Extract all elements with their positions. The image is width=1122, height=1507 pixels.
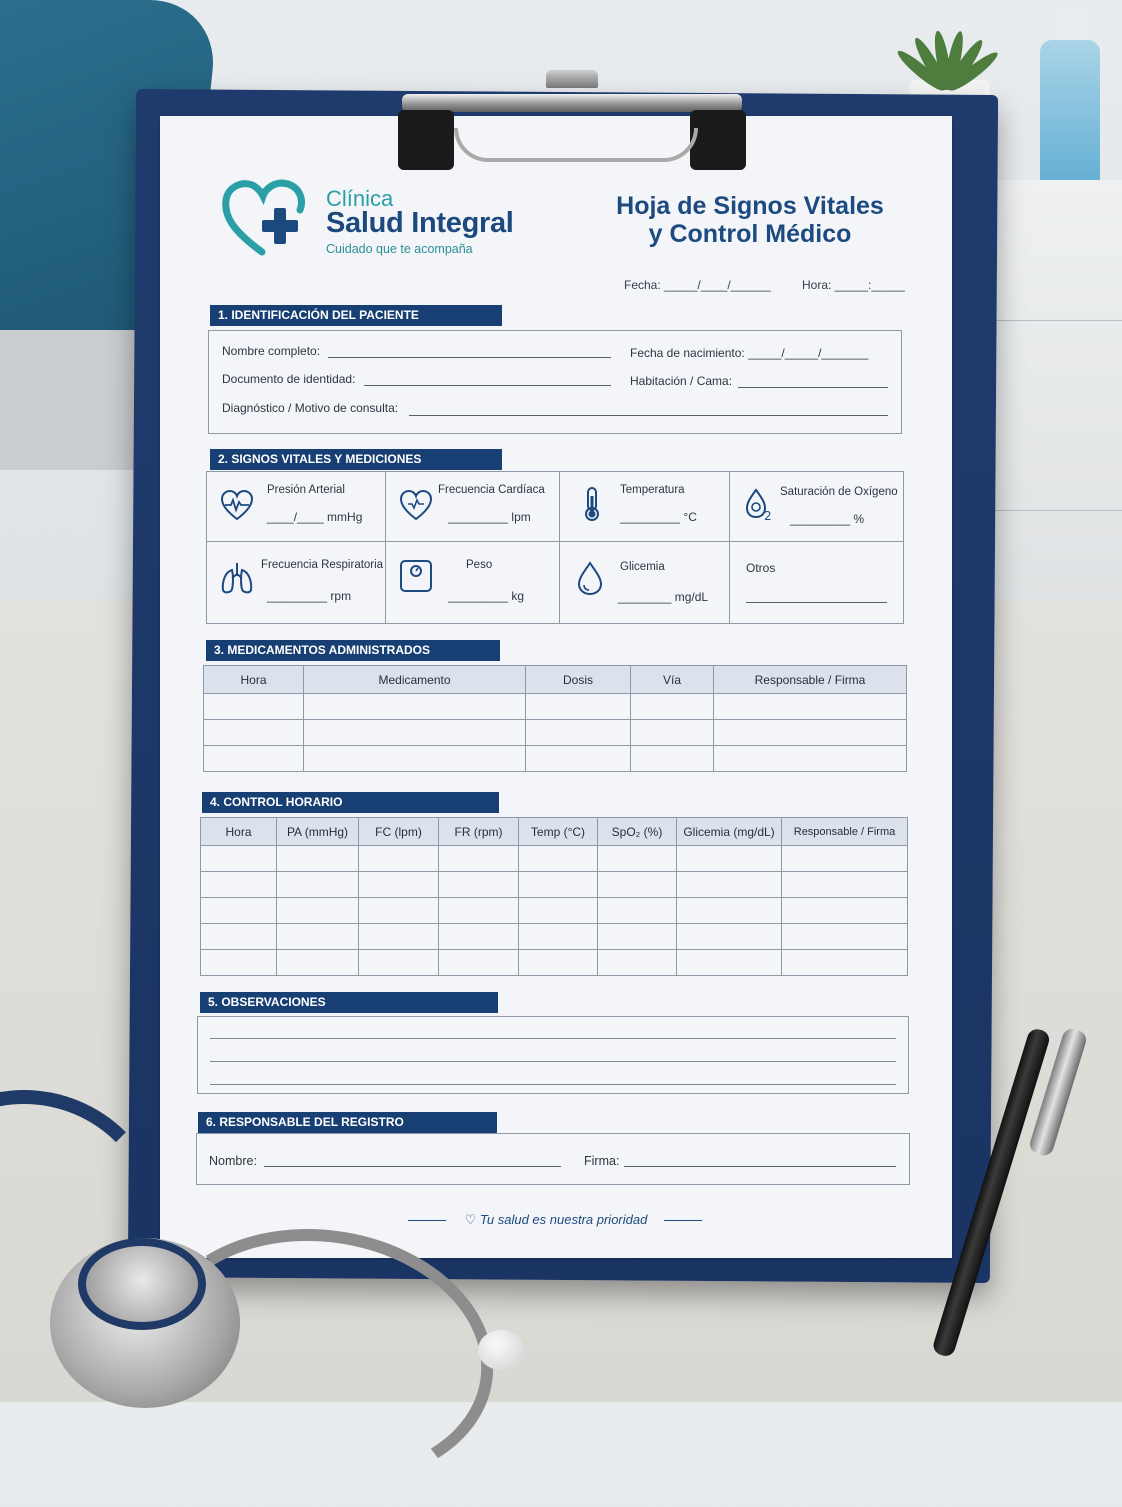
birth-date-field[interactable]: Fecha de nacimiento: _____/_____/_______ xyxy=(630,346,869,360)
table-cell[interactable] xyxy=(439,898,519,924)
table-cell[interactable] xyxy=(359,846,439,872)
table-cell[interactable] xyxy=(714,746,907,772)
document-title xyxy=(600,192,900,248)
table-row xyxy=(201,898,908,924)
table-cell[interactable] xyxy=(631,694,714,720)
vital-unit: ____/____ mmHg xyxy=(267,510,363,524)
soap-bottle xyxy=(1040,40,1100,190)
id-document-field[interactable] xyxy=(364,385,611,386)
clinic-name-line2: Salud Integral xyxy=(326,207,514,239)
table-cell[interactable] xyxy=(677,898,782,924)
table-cell[interactable] xyxy=(782,872,908,898)
table-cell[interactable] xyxy=(677,924,782,950)
room-bed-label: Habitación / Cama: xyxy=(630,374,733,388)
diagnosis-label: Diagnóstico / Motivo de consulta: xyxy=(222,401,399,415)
signature-field[interactable] xyxy=(624,1166,896,1167)
column-header: Temp (°C) xyxy=(519,818,598,846)
vital-cell-weight[interactable] xyxy=(386,542,560,623)
date-field[interactable]: Fecha: _____/____/______ xyxy=(624,278,771,292)
table-cell[interactable] xyxy=(277,846,359,872)
vital-unit: _________ % xyxy=(790,512,865,526)
table-cell[interactable] xyxy=(277,898,359,924)
table-row xyxy=(204,746,907,772)
table-cell[interactable] xyxy=(359,924,439,950)
section4-heading: 4. CONTROL HORARIO xyxy=(202,792,499,813)
column-header: Hora xyxy=(201,818,277,846)
table-cell[interactable] xyxy=(277,950,359,976)
footer-text: Tu salud es nuestra prioridad xyxy=(479,1212,648,1227)
vital-cell-glycemia[interactable] xyxy=(560,542,730,623)
table-cell[interactable] xyxy=(526,746,631,772)
table-cell[interactable] xyxy=(677,846,782,872)
table-cell[interactable] xyxy=(204,720,304,746)
observation-line[interactable] xyxy=(210,1084,896,1085)
id-document-label: Documento de identidad: xyxy=(222,372,356,386)
vital-cell-other[interactable] xyxy=(730,542,903,623)
vital-name: Presión Arterial xyxy=(267,484,345,496)
footer-rule-right xyxy=(664,1220,702,1221)
column-header: Medicamento xyxy=(304,666,526,694)
full-name-field[interactable] xyxy=(328,357,611,358)
vital-unit: _________ lpm xyxy=(448,510,531,524)
clinic-tagline: Cuidado que te acompaña xyxy=(326,242,473,256)
table-cell[interactable] xyxy=(519,846,598,872)
full-name-label: Nombre completo: xyxy=(222,344,321,358)
column-header: Responsable / Firma xyxy=(714,666,907,694)
table-cell[interactable] xyxy=(631,720,714,746)
table-cell[interactable] xyxy=(598,846,677,872)
vital-name: Frecuencia Cardíaca xyxy=(438,484,545,496)
oxygen-icon xyxy=(742,486,778,522)
column-header: Glicemia (mg/dL) xyxy=(677,818,782,846)
table-cell[interactable] xyxy=(304,720,526,746)
table-row xyxy=(201,846,908,872)
vital-name: Saturación de Oxígeno xyxy=(780,486,898,498)
table-cell[interactable] xyxy=(201,924,277,950)
room-bed-field[interactable] xyxy=(738,387,888,388)
responsible-name-label: Nombre: xyxy=(209,1154,257,1168)
diagnosis-field[interactable] xyxy=(409,415,888,416)
vital-unit: ________ mg/dL xyxy=(618,590,709,604)
table-cell[interactable] xyxy=(201,872,277,898)
table-cell[interactable] xyxy=(439,846,519,872)
column-header: PA (mmHg) xyxy=(277,818,359,846)
other-field[interactable] xyxy=(746,602,887,603)
exam-chair-base xyxy=(0,330,150,470)
table-cell[interactable] xyxy=(782,924,908,950)
vital-name: Peso xyxy=(466,559,493,571)
table-cell[interactable] xyxy=(201,846,277,872)
column-header: FC (lpm) xyxy=(359,818,439,846)
clinic-heart-cross-logo xyxy=(222,178,306,256)
signature-label: Firma: xyxy=(584,1154,620,1168)
scale-icon xyxy=(398,558,434,594)
vital-unit: _________ kg xyxy=(448,589,525,603)
stethoscope-eartip xyxy=(478,1330,524,1370)
table-cell[interactable] xyxy=(598,898,677,924)
table-cell[interactable] xyxy=(598,924,677,950)
table-cell[interactable] xyxy=(782,950,908,976)
observations-box[interactable] xyxy=(197,1016,909,1094)
vital-name: Frecuencia Respiratoria xyxy=(261,559,384,571)
clinic-name-line1: Clínica xyxy=(326,186,394,211)
table-cell[interactable] xyxy=(359,898,439,924)
responsible-box xyxy=(196,1133,910,1185)
table-row xyxy=(204,720,907,746)
vital-unit: _________ rpm xyxy=(267,589,352,603)
lungs-icon xyxy=(219,560,255,596)
vital-name: Otros xyxy=(746,561,776,575)
vitals-grid xyxy=(206,471,904,624)
section3-heading: 3. MEDICAMENTOS ADMINISTRADOS xyxy=(206,640,500,661)
vital-name: Temperatura xyxy=(620,484,685,496)
table-cell[interactable] xyxy=(277,872,359,898)
vital-unit: _________ °C xyxy=(620,510,697,524)
table-cell[interactable] xyxy=(201,950,277,976)
column-header: Dosis xyxy=(526,666,631,694)
table-cell[interactable] xyxy=(598,950,677,976)
table-cell[interactable] xyxy=(526,720,631,746)
table-row xyxy=(204,694,907,720)
table-cell[interactable] xyxy=(519,924,598,950)
table-cell[interactable] xyxy=(204,746,304,772)
column-header: SpO₂ (%) xyxy=(598,818,677,846)
medications-table xyxy=(203,665,907,772)
vital-name: Glicemia xyxy=(620,561,665,573)
table-cell[interactable] xyxy=(782,846,908,872)
table-cell[interactable] xyxy=(204,694,304,720)
clipboard-clip[interactable] xyxy=(398,70,746,174)
table-cell[interactable] xyxy=(304,746,526,772)
table-cell[interactable] xyxy=(519,872,598,898)
svg-text:2: 2 xyxy=(764,509,772,522)
heart-rate-icon xyxy=(398,488,434,524)
vital-cell-oxygen[interactable] xyxy=(730,472,903,542)
table-cell[interactable] xyxy=(439,872,519,898)
table-cell[interactable] xyxy=(526,694,631,720)
table-cell[interactable] xyxy=(359,950,439,976)
column-header: Vía xyxy=(631,666,714,694)
vital-cell-respiratory-rate[interactable] xyxy=(207,542,386,623)
table-cell[interactable] xyxy=(631,746,714,772)
vital-cell-heart-rate[interactable] xyxy=(386,472,560,542)
table-row xyxy=(201,924,908,950)
heart-icon: ♡ xyxy=(464,1212,477,1227)
responsible-name-field[interactable] xyxy=(264,1166,561,1167)
table-cell[interactable] xyxy=(519,950,598,976)
thermometer-icon xyxy=(574,486,610,522)
drop-icon xyxy=(572,560,608,596)
column-header: FR (rpm) xyxy=(439,818,519,846)
table-cell[interactable] xyxy=(677,950,782,976)
vital-cell-temperature[interactable] xyxy=(560,472,730,542)
table-cell[interactable] xyxy=(782,898,908,924)
document-title-line2: y Control Médico xyxy=(648,220,852,248)
table-cell[interactable] xyxy=(439,924,519,950)
vital-cell-blood-pressure[interactable] xyxy=(207,472,386,542)
soap-bottle-pump xyxy=(1055,8,1085,44)
table-row xyxy=(201,872,908,898)
stethoscope-diaphragm xyxy=(78,1238,206,1330)
table-row xyxy=(201,950,908,976)
observation-line[interactable] xyxy=(210,1061,896,1062)
footer-motto xyxy=(408,1212,704,1228)
section1-heading: 1. IDENTIFICACIÓN DEL PACIENTE xyxy=(210,305,502,326)
table-cell[interactable] xyxy=(519,898,598,924)
section2-heading: 2. SIGNOS VITALES Y MEDICIONES xyxy=(210,449,502,470)
table-cell[interactable] xyxy=(677,872,782,898)
time-field[interactable]: Hora: _____:_____ xyxy=(802,278,905,292)
column-header: Responsable / Firma xyxy=(782,818,908,846)
plant xyxy=(880,10,1010,90)
table-cell[interactable] xyxy=(714,694,907,720)
heart-pulse-icon xyxy=(219,488,255,524)
table-cell[interactable] xyxy=(359,872,439,898)
document-title-line1: Hoja de Signos Vitales xyxy=(616,192,884,220)
table-cell[interactable] xyxy=(439,950,519,976)
column-header: Hora xyxy=(204,666,304,694)
section5-heading: 5. OBSERVACIONES xyxy=(200,992,498,1013)
table-cell[interactable] xyxy=(714,720,907,746)
section6-heading: 6. RESPONSABLE DEL REGISTRO xyxy=(198,1112,497,1133)
observation-line[interactable] xyxy=(210,1038,896,1039)
table-cell[interactable] xyxy=(277,924,359,950)
table-cell[interactable] xyxy=(304,694,526,720)
table-cell[interactable] xyxy=(598,872,677,898)
hourly-control-table xyxy=(200,817,908,976)
table-cell[interactable] xyxy=(201,898,277,924)
